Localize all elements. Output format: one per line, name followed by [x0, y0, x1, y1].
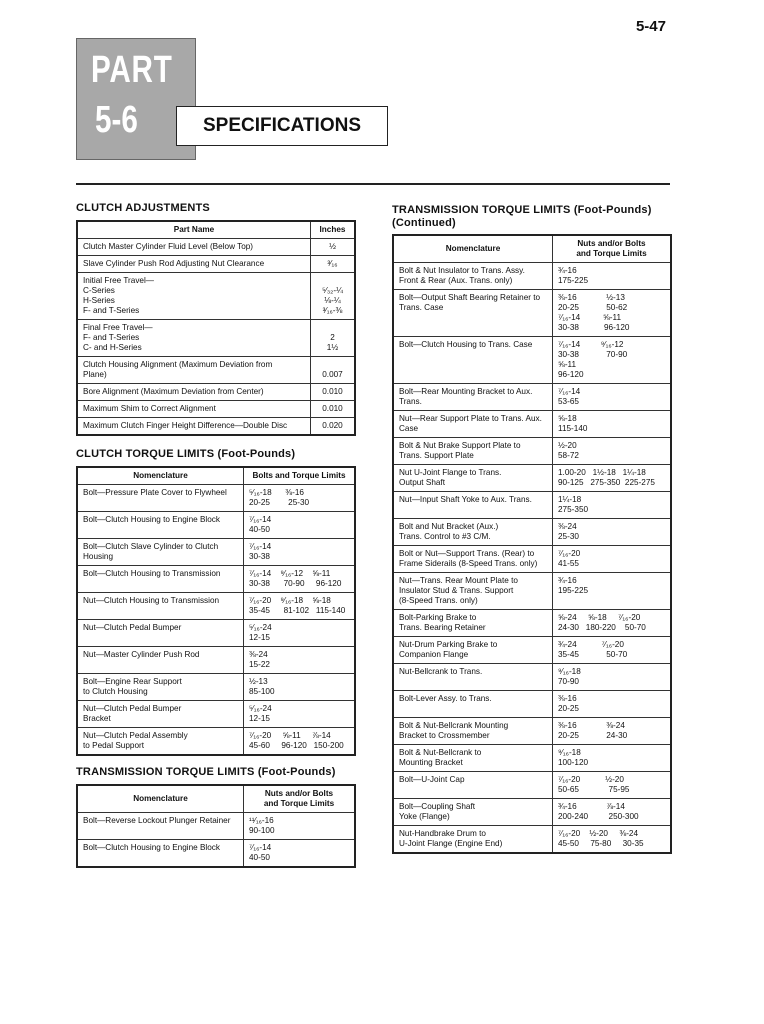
row-label: Bolt—Clutch Housing to Transmission [77, 566, 244, 593]
row-label: Final Free Travel— F- and T-Series C- and H-Series [77, 320, 311, 357]
table-row [77, 512, 355, 539]
clutch-adjustments-title: CLUTCH ADJUSTMENTS [76, 202, 210, 214]
table-row [77, 418, 355, 436]
row-label: Nut—Clutch Housing to Transmission [77, 593, 244, 620]
part-number: 5-6 [95, 99, 138, 141]
row-value: ⁵⁄₁₆-18 ⅜-16 20-25 25-30 [244, 485, 356, 512]
table-row [77, 840, 355, 868]
row-value: ⁹⁄₁₆-18 100-120 [553, 745, 672, 772]
row-label: Bolt—Coupling Shaft Yoke (Flange) [393, 799, 553, 826]
table-row [393, 718, 671, 745]
row-label: Clutch Master Cylinder Fluid Level (Below Top) [77, 239, 311, 256]
row-value: ½-13 85-100 [244, 674, 356, 701]
row-label: Nut—Rear Support Plate to Trans. Aux. Case [393, 411, 553, 438]
row-label: Bolt—Clutch Slave Cylinder to Clutch Housing [77, 539, 244, 566]
row-label: Nut-Drum Parking Brake to Companion Flange [393, 637, 553, 664]
transmission-torque-title: TRANSMISSION TORQUE LIMITS (Foot-Pounds) [76, 766, 336, 778]
row-label: Bolt or Nut—Support Trans. (Rear) to Frame Siderails (8-Speed Trans. only) [393, 546, 553, 573]
table-row [393, 546, 671, 573]
row-value: ⅝-24 ⅝-18 ⁷⁄₁₆-20 24-30 180-220 50-70 [553, 610, 672, 637]
row-label: Bolt & Nut Insulator to Trans. Assy. Front & Rear (Aux. Trans. only) [393, 263, 553, 290]
row-value: ⁷⁄₁₆-14 ⁹⁄₁₆-12 ⅝-11 30-38 70-90 96-120 [244, 566, 356, 593]
row-value: ⅜-16 ⅜-24 20-25 24-30 [553, 718, 672, 745]
row-value: 2 1½ [311, 320, 356, 357]
row-value: ⁹⁄₁₆-18 70-90 [553, 664, 672, 691]
table-row [77, 539, 355, 566]
row-label: Bolt—Clutch Housing to Engine Block [77, 512, 244, 539]
table-row [393, 691, 671, 718]
row-value: ½-20 58-72 [553, 438, 672, 465]
row-label: Bore Alignment (Maximum Deviation from Center) [77, 384, 311, 401]
table-row [393, 411, 671, 438]
row-value: ⁷⁄₁₆-20 ⅝-11 ⅞-14 45-60 96-120 150-200 [244, 728, 356, 756]
clutch-adjustments-table [76, 220, 356, 436]
row-label: Bolt & Nut-Bellcrank Mounting Bracket to Crossmember [393, 718, 553, 745]
row-label: Bolt & Nut-Bellcrank to Mounting Bracket [393, 745, 553, 772]
row-label: Bolt—U-Joint Cap [393, 772, 553, 799]
row-value: ⁵⁄₁₆-24 12-15 [244, 620, 356, 647]
table-row [393, 438, 671, 465]
row-label: Nut—Clutch Pedal Bumper Bracket [77, 701, 244, 728]
row-value: 0.010 [311, 384, 356, 401]
table-row [77, 320, 355, 357]
header-rule [76, 183, 670, 185]
row-label: Bolt & Nut Brake Support Plate to Trans. Support Plate [393, 438, 553, 465]
transmission-torque-table [76, 784, 356, 868]
row-value: ⅝-18 115-140 [553, 411, 672, 438]
row-value: 0.020 [311, 418, 356, 436]
table-row [77, 728, 355, 756]
row-value: ⁵⁄₁₆-24 12-15 [244, 701, 356, 728]
table-row [393, 263, 671, 290]
table-row [393, 745, 671, 772]
row-label: Nut U-Joint Flange to Trans. Output Shaft [393, 465, 553, 492]
row-label: Nut-Bellcrank to Trans. [393, 664, 553, 691]
table-row [393, 637, 671, 664]
col-header: Part Name [77, 221, 311, 239]
row-value: ¾-16 175-225 [553, 263, 672, 290]
row-label: Bolt—Reverse Lockout Plunger Retainer [77, 813, 244, 840]
table-row [77, 566, 355, 593]
row-value: ⁵⁄₃₂-¼ ⅛-¼ ³⁄₁₆-⅜ [311, 273, 356, 320]
row-label: Bolt—Clutch Housing to Trans. Case [393, 337, 553, 384]
row-value: 0.007 [311, 357, 356, 384]
row-value: ½ [311, 239, 356, 256]
clutch-torque-table [76, 466, 356, 756]
row-value: ¾-16 195-225 [553, 573, 672, 610]
row-value: ⁷⁄₁₆-14 ⁹⁄₁₆-12 30-38 70-90 ⅝-11 96-120 [553, 337, 672, 384]
row-value: 1¼-18 275-350 [553, 492, 672, 519]
row-label: Maximum Shim to Correct Alignment [77, 401, 311, 418]
table-row [77, 357, 355, 384]
col-header: Nuts and/or Bolts and Torque Limits [244, 785, 356, 813]
table-row [77, 674, 355, 701]
table-row [393, 664, 671, 691]
table-row [77, 620, 355, 647]
row-value: ⁷⁄₁₆-14 30-38 [244, 539, 356, 566]
row-value: ⁷⁄₁₆-20 ½-20 50-65 75-95 [553, 772, 672, 799]
table-row [77, 813, 355, 840]
row-label: Bolt—Engine Rear Support to Clutch Housing [77, 674, 244, 701]
row-label: Bolt—Output Shaft Bearing Retainer to Trans. Case [393, 290, 553, 337]
row-label: Nut—Trans. Rear Mount Plate to Insulator Stud & Trans. Support (8-Speed Trans. only) [393, 573, 553, 610]
page-title: SPECIFICATIONS [203, 115, 361, 136]
title-box [176, 106, 388, 146]
row-label: Slave Cylinder Push Rod Adjusting Nut Clearance [77, 256, 311, 273]
transmission-torque-cont-title: TRANSMISSION TORQUE LIMITS (Foot-Pounds) (Continued) [392, 204, 652, 229]
table-row [393, 465, 671, 492]
row-label: Bolt—Pressure Plate Cover to Flywheel [77, 485, 244, 512]
part-word: PART [91, 49, 173, 91]
col-header: Bolts and Torque Limits [244, 467, 356, 485]
table-row [77, 384, 355, 401]
table-row [393, 290, 671, 337]
table-row [393, 384, 671, 411]
row-value: ¹¹⁄₁₆-16 90-100 [244, 813, 356, 840]
row-value: ⁷⁄₁₆-20 ⁹⁄₁₆-18 ⅝-18 35-45 81-102 115-140 [244, 593, 356, 620]
table-row [393, 337, 671, 384]
row-value: ⁷⁄₁₆-14 53-65 [553, 384, 672, 411]
row-label: Nut-Handbrake Drum to U-Joint Flange (Engine End) [393, 826, 553, 854]
row-label: Nut—Input Shaft Yoke to Aux. Trans. [393, 492, 553, 519]
row-label: Initial Free Travel— C-Series H-Series F- and T-Series [77, 273, 311, 320]
row-value: ⁷⁄₁₆-20 41-55 [553, 546, 672, 573]
table-row [393, 519, 671, 546]
row-value: ⁷⁄₁₆-20 ½-20 ⅜-24 45-50 75-80 30-35 [553, 826, 672, 854]
table-row [77, 647, 355, 674]
col-header: Nuts and/or Bolts and Torque Limits [553, 235, 672, 263]
col-header: Nomenclature [393, 235, 553, 263]
transmission-torque-cont-table [392, 234, 672, 854]
row-label: Bolt-Lever Assy. to Trans. [393, 691, 553, 718]
table-row [393, 610, 671, 637]
table-row [393, 772, 671, 799]
row-label: Bolt and Nut Bracket (Aux.) Trans. Control to #3 C/M. [393, 519, 553, 546]
table-row [77, 701, 355, 728]
col-header: Nomenclature [77, 467, 244, 485]
row-value: 1.00-20 1½-18 1¼-18 90-125 275-350 225-275 [553, 465, 672, 492]
clutch-torque-title: CLUTCH TORQUE LIMITS (Foot-Pounds) [76, 448, 296, 460]
row-value: ⅜-16 20-25 [553, 691, 672, 718]
row-label: Nut—Clutch Pedal Assembly to Pedal Support [77, 728, 244, 756]
row-value: 0.010 [311, 401, 356, 418]
table-row [77, 256, 355, 273]
row-value: ⅜-24 15-22 [244, 647, 356, 674]
row-label: Bolt—Rear Mounting Bracket to Aux. Trans. [393, 384, 553, 411]
row-value: ⁷⁄₁₆-14 40-50 [244, 512, 356, 539]
row-value: ⁷⁄₁₆-14 40-50 [244, 840, 356, 868]
row-label: Nut—Master Cylinder Push Rod [77, 647, 244, 674]
row-value: ⅜-16 ½-13 20-25 50-62 ⁷⁄₁₆-14 ⅝-11 30-38 96-120 [553, 290, 672, 337]
table-row [77, 593, 355, 620]
row-label: Bolt—Clutch Housing to Engine Block [77, 840, 244, 868]
row-label: Nut—Clutch Pedal Bumper [77, 620, 244, 647]
row-value: ³⁄₁₆ [311, 256, 356, 273]
row-value: ⅜-24 25-30 [553, 519, 672, 546]
row-label: Maximum Clutch Finger Height Difference—Double Disc [77, 418, 311, 436]
row-value: ¾-16 ⅞-14 200-240 250-300 [553, 799, 672, 826]
page-number: 5-47 [635, 18, 666, 35]
table-row [77, 273, 355, 320]
col-header: Inches [311, 221, 356, 239]
table-row [77, 401, 355, 418]
table-row [393, 826, 671, 854]
table-row [393, 492, 671, 519]
table-row [77, 239, 355, 256]
table-row [393, 799, 671, 826]
table-row [393, 573, 671, 610]
col-header: Nomenclature [77, 785, 244, 813]
row-label: Clutch Housing Alignment (Maximum Deviation from Plane) [77, 357, 311, 384]
row-value: ¾-24 ⁷⁄₁₆-20 35-45 50-70 [553, 637, 672, 664]
table-row [77, 485, 355, 512]
row-label: Bolt-Parking Brake to Trans. Bearing Retainer [393, 610, 553, 637]
